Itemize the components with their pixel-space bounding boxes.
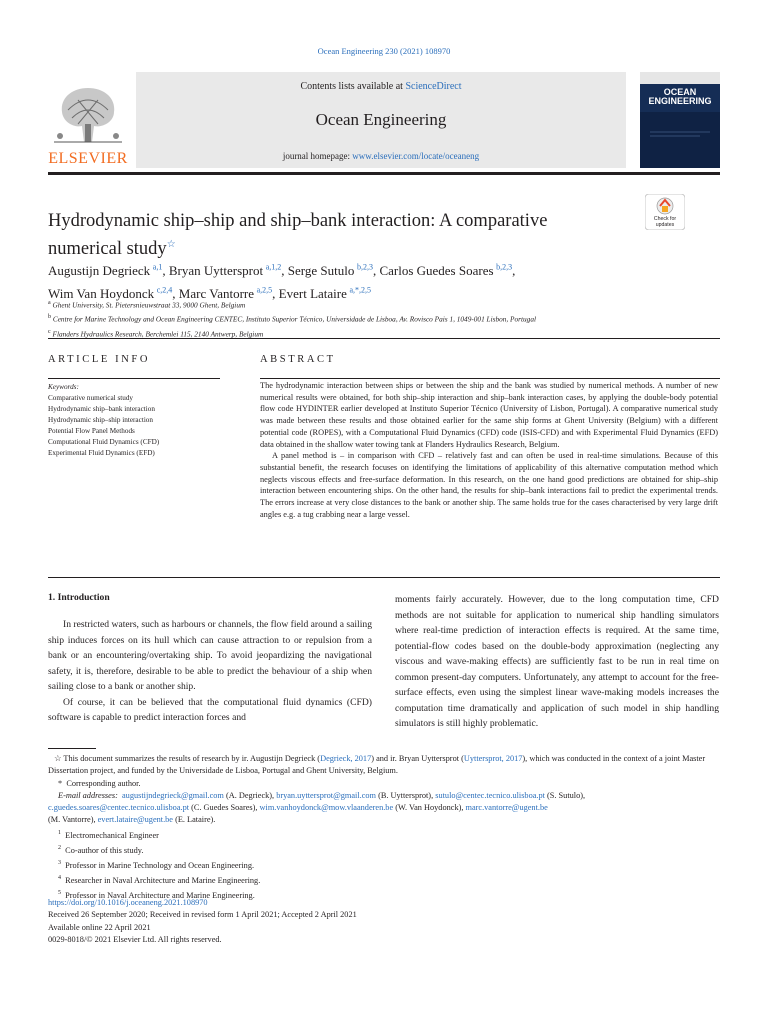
- footnotes: [48, 753, 720, 902]
- author-affil-mark[interactable]: a,1: [152, 263, 163, 272]
- article-info-rule: [48, 378, 220, 379]
- author-name: Augustijn Degrieck: [48, 263, 151, 279]
- body-paragraph: Of course, it can be believed that the computational fluid dynamics (CFD) software is capable to predict interaction forces and: [48, 696, 372, 723]
- body-paragraph: In restricted waters, such as harbours or channels, the flow field around a sailing ship induces forces on its hull which can cause attraction to or repulsion from a bank or an encountering/overtaking ship. To avoid jeopardizing the navigational safety, it is, therefore, desirable to be able to predict the behaviour of a ship when sailing close to a bank or another ship.: [48, 619, 372, 692]
- numbered-footnote: [48, 857, 720, 872]
- footnote-text: Researcher in Naval Architecture and Marine Engineering.: [65, 875, 261, 885]
- article-info-heading: ARTICLE INFO: [48, 354, 151, 365]
- email-owner: (B. Uyttersprot),: [376, 790, 436, 800]
- footnote-mark: ☆: [54, 754, 62, 763]
- author-name: Carlos Guedes Soares: [379, 263, 494, 279]
- body-paragraph: moments fairly accurately. However, due to the long computation time, CFD methods are not suitable for application to numerical ship handling simulators where real-time prediction of interaction effects is required. At the same time, potential-flow codes based on the double-body approximation (neglecting any viscous and wave-making effects) are sufficiently fast to be run in real time on common present-day computers. Unfortunately, any attempt to account for the free-surface effects, even using the simplest linear wave-making models increases the computation time dramatically and application of such model in ship handling simulators is still highly problematic.: [395, 594, 719, 729]
- affiliation: [48, 311, 688, 325]
- footnote-text: Professor in Naval Architecture and Marine Engineering.: [65, 890, 255, 900]
- body-rule: [48, 577, 720, 578]
- author: [48, 263, 169, 278]
- footnote-text: Electromechanical Engineer: [65, 830, 159, 840]
- keyword: Comparative numerical study: [48, 394, 134, 402]
- affiliations: [48, 297, 688, 340]
- affiliation-mark: c: [48, 328, 51, 335]
- author-affil-mark[interactable]: a,2,5: [256, 285, 273, 295]
- author-name: Marc Vantorre: [178, 285, 254, 301]
- cover-title: OCEAN ENGINEERING: [648, 87, 712, 106]
- reference-link[interactable]: Degrieck, 2017: [320, 754, 372, 763]
- numbered-footnote: [48, 872, 720, 887]
- abstract-heading: ABSTRACT: [260, 354, 336, 365]
- email-link[interactable]: evert.lataire@ugent.be: [97, 815, 173, 825]
- author-name: Evert Lataire: [278, 285, 347, 301]
- footnote-text: This document summarizes the results of research by ir. Augustijn Degrieck (: [63, 754, 321, 763]
- affiliation-text: Centre for Marine Technology and Ocean Engineering CENTEC, Instituto Superior Técnico, Universidade de Lisboa, Av. Rovisco Pais 1, 1049-001 Lisbon, Portugal: [52, 314, 537, 324]
- sciencedirect-link[interactable]: ScienceDirect: [405, 81, 462, 92]
- section-heading: 1. Introduction: [48, 592, 110, 603]
- section-rule: [48, 338, 720, 339]
- affiliation-mark: a: [48, 300, 51, 306]
- keyword: Hydrodynamic ship–ship interaction: [48, 416, 153, 424]
- email-link[interactable]: c.guedes.soares@centec.tecnico.ulisboa.pt: [48, 803, 190, 813]
- contents-line: [136, 81, 626, 92]
- author-separator: ,: [172, 285, 179, 301]
- received-dates: Received 26 September 2020; Received in revised form 1 April 2021; Accepted 2 April 2021: [48, 910, 357, 920]
- numbered-footnote: [48, 827, 720, 842]
- article-metadata: [48, 897, 720, 946]
- affiliation-text: Ghent University, St. Pietersnieuwstraat 33, 9000 Ghent, Belgium: [52, 300, 246, 310]
- email-link[interactable]: wim.vanhoydonck@mow.vlaanderen.be: [259, 803, 394, 813]
- author-separator: ,: [281, 263, 288, 279]
- email-label: E-mail addresses:: [58, 790, 118, 800]
- author: [288, 263, 380, 278]
- email-owner: (M. Vantorre),: [48, 815, 98, 825]
- check-for-updates-badge[interactable]: [645, 194, 685, 230]
- email-owner: (W. Van Hoydonck),: [393, 803, 466, 813]
- journal-cover-image[interactable]: [640, 72, 720, 168]
- homepage-line: [136, 151, 626, 161]
- email-addresses-cont: [48, 802, 720, 814]
- journal-title: Ocean Engineering: [315, 110, 447, 129]
- footnote-mark: 1: [58, 829, 61, 836]
- author-affil-mark[interactable]: b,2,3: [496, 263, 513, 272]
- body-right-column: [395, 592, 719, 732]
- copyright-line: 0029-8018/© 2021 Elsevier Ltd. All rights reserved.: [48, 934, 222, 944]
- footnote-star: [48, 753, 720, 778]
- journal-banner: [48, 70, 720, 170]
- email-owner: (C. Guedes Soares),: [189, 803, 260, 813]
- email-owner: (E. Lataire).: [173, 815, 216, 825]
- numbered-footnote: [48, 842, 720, 857]
- email-link[interactable]: marc.vantorre@ugent.be: [465, 803, 548, 813]
- doi-link[interactable]: https://doi.org/10.1016/j.oceaneng.2021.108970: [48, 898, 208, 907]
- affiliation: [48, 297, 688, 311]
- email-owner: (S. Sutulo),: [544, 790, 586, 800]
- footnote-mark: 2: [58, 844, 61, 851]
- author-name: Bryan Uyttersprot: [168, 263, 264, 279]
- article-title: [48, 210, 608, 261]
- affiliation-mark: b: [48, 314, 51, 321]
- abstract-paragraph: A panel method is – in comparison with CFD – relatively fast and can often be used in real-time simulations. Because of this substantial benefit, the research focuses on identifying the limitations of applicability of this alternative computation method which neglects viscous effects and free-surface deformation. In this research, on the one hand good predictions are obtained for ship–ship interaction between encountering ships. On the other hand, the results for ship–bank interactions fail to predict the experimental trends. The errors increase at very close distances to the bank or another ship. The same holds true for the cases characterised by very large drift angles e.g. a tug crabbing near a large vessel.: [260, 451, 718, 519]
- author-list: [48, 258, 648, 303]
- keywords-label: Keywords:: [48, 383, 79, 391]
- keyword: Potential Flow Panel Methods: [48, 427, 135, 435]
- footnote-mark: 4: [58, 874, 61, 881]
- author-separator: ,: [372, 263, 380, 279]
- author-name: Wim Van Hoydonck: [48, 285, 155, 301]
- corresponding-author-note: [48, 778, 720, 790]
- footnote-rule: [48, 748, 96, 749]
- footnote-mark: *: [58, 778, 63, 788]
- email-addresses: [48, 790, 720, 802]
- footnote-text: Corresponding author.: [66, 778, 141, 788]
- author: [169, 263, 288, 278]
- contents-prefix: Contents lists available at: [300, 81, 406, 92]
- author-separator: ,: [162, 263, 169, 279]
- title-footnote-star[interactable]: ☆: [166, 239, 176, 250]
- footnote-text: Co-author of this study.: [65, 845, 144, 855]
- keywords-block: [48, 382, 228, 459]
- header-rule: [48, 172, 720, 175]
- keyword: Hydrodynamic ship–bank interaction: [48, 405, 155, 413]
- email-addresses-cont: [48, 814, 720, 826]
- journal-info-box: [136, 72, 626, 168]
- abstract-body: [260, 380, 718, 520]
- author-separator: ,: [272, 285, 279, 301]
- footnote-mark: 3: [58, 859, 61, 866]
- footnote-text: Professor in Marine Technology and Ocean Engineering.: [65, 860, 255, 870]
- author: [379, 263, 515, 278]
- author-separator: ,: [512, 263, 516, 279]
- email-link[interactable]: sutulo@centec.tecnico.ulisboa.pt: [435, 790, 545, 800]
- abstract-rule: [260, 378, 720, 379]
- keyword: Experimental Fluid Dynamics (EFD): [48, 449, 155, 457]
- email-link[interactable]: augustijndegrieck@gmail.com: [122, 790, 224, 800]
- journal-citation[interactable]: Ocean Engineering 230 (2021) 108970: [317, 46, 451, 56]
- affiliation-text: Flanders Hydraulics Research, Berchemlei 115, 2140 Antwerp, Belgium: [52, 329, 264, 339]
- author-affil-mark[interactable]: a,1,2: [265, 263, 282, 272]
- body-left-column: [48, 617, 372, 726]
- author-affil-mark[interactable]: c,2,4: [156, 285, 173, 295]
- online-date: Available online 22 April 2021: [48, 922, 151, 932]
- footnote-text: ), which was conducted in the context of a joint Master Dissertation project, and funded by the Universidade de Lisboa, Portugal and Ghent University, Belgium.: [48, 754, 706, 776]
- publisher-name: ELSEVIER: [48, 150, 128, 167]
- keyword: Computational Fluid Dynamics (CFD): [48, 438, 160, 446]
- author-name: Serge Sutulo: [287, 263, 355, 279]
- email-link[interactable]: bryan.uyttersprot@gmail.com: [276, 790, 376, 800]
- footnote-mark: 5: [58, 890, 61, 897]
- author-affil-mark[interactable]: a,*,2,5: [349, 285, 372, 295]
- author-affil-mark[interactable]: b,2,3: [356, 263, 373, 272]
- email-owner: (A. Degrieck),: [223, 790, 277, 800]
- reference-link[interactable]: Uyttersprot, 2017: [463, 754, 523, 763]
- abstract-paragraph: The hydrodynamic interaction between ships or between the ship and the bank was studied by numerical methods. A number of new numerical results were obtained, for both ship–ship interaction and ship–bank interaction cases, by applying the double-body potential flow code HYDINTER earlier developed at Instituto Superior Técnico (University of Lisbon, Portugal). A comparative numerical study was made between these results and those obtained earlier for the same ship forms at Ghent University (Belgium) with a different potential code (ROPES), with a Computational Fluid Dynamics (CFD) code (ISIS-CFD) and with Experimental Fluid Dynamics (EFD) data obtained in the shallow water towing tank at Flanders Hydraulics Research, Belgium.: [260, 381, 718, 449]
- journal-homepage-link[interactable]: www.elsevier.com/locate/oceaneng: [352, 151, 480, 161]
- article-title-text: Hydrodynamic ship–ship and ship–bank interaction: A comparative numerical study: [48, 211, 548, 260]
- check-for-updates-text: Check for updates: [653, 216, 677, 228]
- homepage-prefix: journal homepage:: [282, 151, 353, 161]
- footnote-text: ) and ir. Bryan Uyttersprot (: [371, 754, 464, 763]
